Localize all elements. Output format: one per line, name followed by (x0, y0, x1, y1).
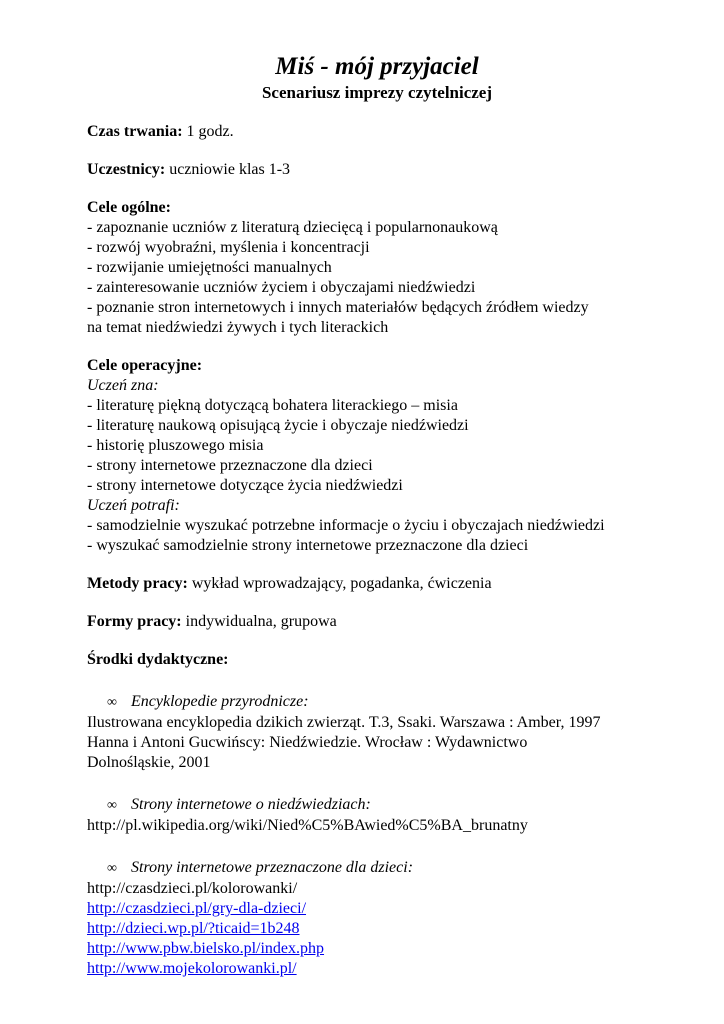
list-item (87, 939, 667, 959)
teaching-aids-heading: Środki dydaktyczne: (87, 651, 229, 668)
operational-goals-heading: Cele operacyjne: (87, 357, 203, 374)
list-item (87, 899, 667, 919)
student-knows-item: - literaturę naukową opisującą życie i obyczaje niedźwiedzi (87, 417, 469, 434)
page-title: Miś - mój przyjaciel (275, 53, 479, 80)
participants-line (87, 160, 667, 180)
general-goal-item: - rozwijanie umiejętności manualnych (87, 259, 332, 276)
encyclopedias-heading: Encyklopedie przyrodnicze: (131, 693, 309, 710)
document-page (87, 52, 667, 979)
student-knows-item: - strony internetowe dotyczące życia niedźwiedzi (87, 477, 403, 494)
bear-sites-heading: Strony internetowe o niedźwiedziach: (131, 796, 371, 813)
encyclopedias-heading-line (87, 692, 667, 713)
bibliography-line: Dolnośląskie, 2001 (87, 754, 211, 771)
student-knows-item: - literaturę piękną dotyczącą bohatera literackiego – misia (87, 397, 458, 414)
general-goal-item: - zainteresowanie uczniów życiem i obyczajami niedźwiedzi (87, 279, 476, 296)
forms-line (87, 612, 667, 632)
duration-value: 1 godz. (186, 123, 234, 140)
bear-site-url: http://pl.wikipedia.org/wiki/Nied%C5%BAwied%C5%BA_brunatny (87, 817, 528, 834)
list-item (87, 919, 667, 939)
kids-site-link[interactable]: http://czasdzieci.pl/gry-dla-dzieci/ (87, 900, 307, 917)
methods-value: wykład wprowadzający, pogadanka, ćwiczenia (191, 575, 492, 592)
bibliography-line: Hanna i Antoni Gucwińscy: Niedźwiedzie. Wrocław : Wydawnictwo (87, 734, 528, 751)
infinity-bullet-icon: ∞ (107, 798, 117, 813)
general-goal-item: - poznanie stron internetowych i innych materiałów będących źródłem wiedzy (87, 299, 589, 316)
kids-site-links (87, 899, 667, 979)
kids-site-link[interactable]: http://www.pbw.bielsko.pl/index.php (87, 940, 325, 957)
student-can-item: - wyszukać samodzielnie strony internetowe przeznaczone dla dzieci (87, 537, 529, 554)
participants-label: Uczestnicy: (87, 161, 166, 178)
methods-label: Metody pracy: (87, 575, 188, 592)
student-knows-item: - historię pluszowego misia (87, 437, 264, 454)
kids-sites-heading: Strony internetowe przeznaczone dla dzieci: (131, 859, 414, 876)
participants-value: uczniowie klas 1-3 (169, 161, 291, 178)
student-can-label: Uczeń potrafi: (87, 497, 180, 514)
bear-sites-heading-line (87, 795, 667, 816)
student-can-item: - samodzielnie wyszukać potrzebne informacje o życiu i obyczajach niedźwiedzi (87, 517, 605, 534)
bibliography-line: Ilustrowana encyklopedia dzikich zwierząt. T.3, Ssaki. Warszawa : Amber, 1997 (87, 714, 601, 731)
infinity-bullet-icon: ∞ (107, 861, 117, 876)
kids-site-link[interactable]: http://dzieci.wp.pl/?ticaid=1b248 (87, 920, 300, 937)
kids-site-link[interactable]: http://www.mojekolorowanki.pl/ (87, 960, 297, 977)
student-knows-item: - strony internetowe przeznaczone dla dzieci (87, 457, 373, 474)
general-goal-item: - rozwój wyobraźni, myślenia i koncentracji (87, 239, 370, 256)
list-item (87, 959, 667, 979)
duration-label: Czas trwania: (87, 123, 183, 140)
kids-site-url-plain: http://czasdzieci.pl/kolorowanki/ (87, 880, 298, 897)
infinity-bullet-icon: ∞ (107, 695, 117, 710)
general-goal-item: - zapoznanie uczniów z literaturą dziecięcą i popularnonaukową (87, 219, 498, 236)
general-goals-heading: Cele ogólne: (87, 199, 171, 216)
student-knows-label: Uczeń zna: (87, 377, 159, 394)
forms-label: Formy pracy: (87, 613, 182, 630)
duration-line (87, 122, 667, 142)
page-subtitle: Scenariusz imprezy czytelniczej (261, 83, 493, 102)
kids-sites-heading-line (87, 858, 667, 879)
forms-value: indywidualna, grupowa (185, 613, 337, 630)
general-goal-item: na temat niedźwiedzi żywych i tych literackich (87, 319, 389, 336)
methods-line (87, 574, 667, 594)
